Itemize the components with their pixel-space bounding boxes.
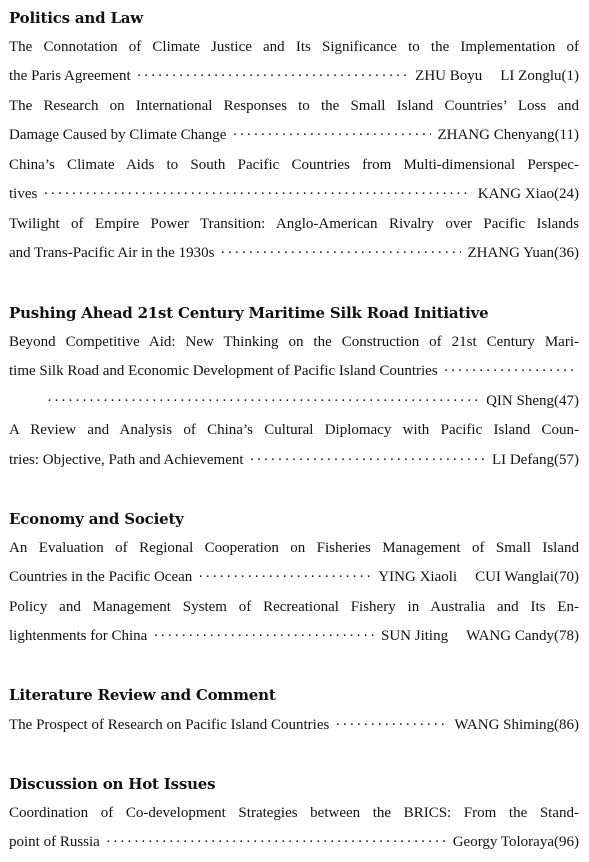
dot-leader bbox=[47, 391, 480, 411]
page-number: (1) bbox=[561, 68, 579, 84]
author-name: ZHU Boyu bbox=[415, 68, 483, 84]
entry-title-end: time Silk Road and Economic Development of Pacific Island Countries bbox=[9, 363, 438, 379]
toc-entry-line: Policy and Management System of Recreational Fishery in Australia and Its En- bbox=[9, 599, 579, 615]
author-name: ZHANG Yuan bbox=[467, 245, 554, 261]
toc-entry-line bbox=[9, 391, 579, 411]
toc-entry-line bbox=[9, 243, 579, 263]
author-name: QIN Sheng bbox=[486, 393, 554, 409]
toc-entry-line: Coordination of Co-development Strategies between the BRICS: From the Stand- bbox=[9, 805, 579, 821]
dot-leader bbox=[137, 66, 410, 86]
author-name: Georgy Toloraya bbox=[452, 834, 554, 850]
entry-authors bbox=[415, 66, 579, 86]
entry-title-end: tries: Objective, Path and Achievement bbox=[9, 452, 244, 468]
section-heading: Pushing Ahead 21st Century Maritime Silk Road Initiative bbox=[9, 304, 489, 322]
page-number: (78) bbox=[554, 628, 579, 644]
page-number: (57) bbox=[554, 452, 579, 468]
entry-title-end: Damage Caused by Climate Change bbox=[9, 127, 227, 143]
toc-entry-line bbox=[9, 361, 579, 381]
toc-entry-line: Beyond Competitive Aid: New Thinking on the Construction of 21st Century Mari- bbox=[9, 334, 579, 350]
toc-entry-line bbox=[9, 125, 579, 145]
toc-entry-line: The Research on International Responses to the Small Island Countries’ Loss and bbox=[9, 98, 579, 114]
entry-authors bbox=[467, 243, 579, 263]
entry-title-end: point of Russia bbox=[9, 834, 100, 850]
author-name: KANG Xiao bbox=[477, 186, 554, 202]
entry-authors bbox=[453, 832, 579, 852]
entry-authors bbox=[486, 391, 579, 411]
author-name: WANG Candy bbox=[466, 628, 554, 644]
entry-authors bbox=[378, 567, 579, 587]
entry-title-end: lightenments for China bbox=[9, 628, 148, 644]
section-heading: Discussion on Hot Issues bbox=[9, 775, 216, 793]
section-heading: Economy and Society bbox=[9, 510, 184, 528]
toc-entry-line bbox=[9, 450, 579, 470]
section-heading: Politics and Law bbox=[9, 9, 144, 27]
page-number: (70) bbox=[554, 569, 579, 585]
dot-leader bbox=[106, 832, 447, 852]
entry-authors bbox=[492, 450, 579, 470]
entry-title-end: Countries in the Pacific Ocean bbox=[9, 569, 193, 585]
dot-leader bbox=[153, 626, 375, 646]
entry-authors bbox=[478, 184, 579, 204]
entry-title-end: and Trans-Pacific Air in the 1930s bbox=[9, 245, 215, 261]
toc-entry-line bbox=[9, 66, 579, 86]
dot-leader bbox=[198, 567, 372, 587]
author-name: CUI Wanglai bbox=[475, 569, 554, 585]
toc-entry-line: An Evaluation of Regional Cooperation on Fisheries Management of Small Island bbox=[9, 540, 579, 556]
toc-entry-line bbox=[9, 626, 579, 646]
author-name: WANG Shiming bbox=[454, 717, 554, 733]
dot-leader bbox=[335, 715, 448, 735]
toc-entry-line bbox=[9, 832, 579, 852]
toc-entry-line: Twilight of Empire Power Transition: Anglo-American Rivalry over Pacific Islands bbox=[9, 216, 579, 232]
entry-title-end: the Paris Agreement bbox=[9, 68, 131, 84]
dot-leader bbox=[220, 243, 461, 263]
toc-entry-line: China’s Climate Aids to South Pacific Countries from Multi-dimensional Perspec- bbox=[9, 157, 579, 173]
author-name: YING Xiaoli bbox=[378, 569, 458, 585]
toc-entry-line bbox=[9, 567, 579, 587]
toc-entry-line bbox=[9, 184, 579, 204]
entry-authors bbox=[454, 715, 579, 735]
dot-leader bbox=[43, 184, 471, 204]
section-heading: Literature Review and Comment bbox=[9, 686, 276, 704]
page-number: (47) bbox=[554, 393, 579, 409]
entry-authors bbox=[381, 626, 579, 646]
author-name: LI Zonglu bbox=[500, 68, 562, 84]
dot-leader bbox=[444, 361, 573, 381]
page-number: (24) bbox=[554, 186, 579, 202]
author-name: SUN Jiting bbox=[380, 628, 449, 644]
author-name: LI Defang bbox=[491, 452, 554, 468]
page-number: (11) bbox=[554, 127, 579, 143]
toc-entry-line: The Connotation of Climate Justice and Its Significance to the Implementation of bbox=[9, 39, 579, 55]
toc-entry-line bbox=[9, 715, 579, 735]
page-number: (86) bbox=[554, 717, 579, 733]
toc-entry-line: A Review and Analysis of China’s Cultural Diplomacy with Pacific Island Coun- bbox=[9, 422, 579, 438]
entry-title: The Prospect of Research on Pacific Island Countries bbox=[9, 717, 330, 733]
page-number: (96) bbox=[554, 834, 579, 850]
dot-leader bbox=[250, 450, 486, 470]
entry-authors bbox=[437, 125, 579, 145]
page-number: (36) bbox=[554, 245, 579, 261]
dot-leader bbox=[232, 125, 431, 145]
entry-title-end: tives bbox=[9, 186, 38, 202]
author-name: ZHANG Chenyang bbox=[437, 127, 555, 143]
